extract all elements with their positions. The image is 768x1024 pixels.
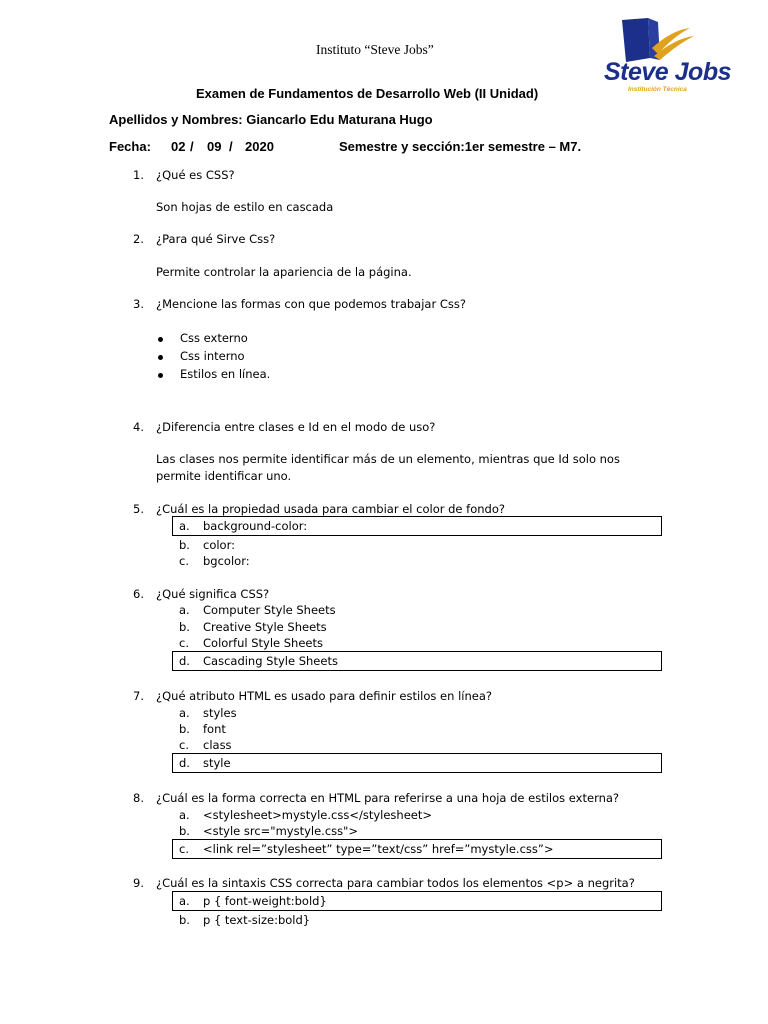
option-text: p { font-weight:bold} — [203, 894, 327, 908]
bullet-icon — [158, 373, 163, 378]
option-letter: b. — [179, 722, 190, 736]
option-text: font — [203, 722, 226, 736]
option-letter: c. — [179, 842, 189, 856]
question-number: 3. — [133, 297, 144, 311]
question-text: ¿Para qué Sirve Css? — [156, 232, 276, 246]
option-letter: a. — [179, 894, 190, 908]
option-text: styles — [203, 706, 237, 720]
question-text: ¿Qué atributo HTML es usado para definir estilos en línea? — [156, 689, 492, 703]
question-number: 2. — [133, 232, 144, 246]
list-item: Css interno — [180, 349, 245, 363]
option-text: Colorful Style Sheets — [203, 636, 323, 650]
option-text: background-color: — [203, 519, 308, 533]
question-number: 1. — [133, 168, 144, 182]
option-text: class — [203, 738, 232, 752]
question-text: ¿Cuál es la sintaxis CSS correcta para cambiar todos los elementos <p> a negrita? — [156, 876, 635, 890]
option-text: Creative Style Sheets — [203, 620, 327, 634]
question-text: ¿Qué significa CSS? — [156, 587, 270, 601]
question-text: ¿Qué es CSS? — [156, 168, 235, 182]
option-text: <style src="mystyle.css"> — [203, 824, 359, 838]
answer-text: Son hojas de estilo en cascada — [156, 200, 334, 214]
option-text: p { text-size:bold} — [203, 913, 311, 927]
option-letter: b. — [179, 913, 190, 927]
list-item: Css externo — [180, 331, 248, 345]
question-text: ¿Diferencia entre clases e Id en el modo de uso? — [156, 420, 436, 434]
option-letter: c. — [179, 636, 189, 650]
option-text: Computer Style Sheets — [203, 603, 336, 617]
option-letter: a. — [179, 706, 190, 720]
option-text: Cascading Style Sheets — [203, 654, 338, 668]
option-text: bgcolor: — [203, 554, 250, 568]
date-month: 09 — [207, 139, 222, 154]
question-text: ¿Mencione las formas con que podemos trabajar Css? — [156, 297, 466, 311]
question-number: 4. — [133, 420, 144, 434]
answer-line: Las clases nos permite identificar más de un elemento, mientras que Id solo nos — [156, 452, 620, 466]
option-text: style — [203, 756, 231, 770]
date-sep-1: / — [190, 139, 194, 154]
list-item: Estilos en línea. — [180, 367, 271, 381]
logo-title: Steve Jobs — [604, 58, 732, 86]
answer-text: Permite controlar la apariencia de la página. — [156, 265, 412, 279]
names-label: Apellidos y Nombres: — [109, 112, 243, 127]
date-year: 2020 — [245, 139, 274, 154]
date-day: 02 — [171, 139, 186, 154]
answer-line: permite identificar uno. — [156, 469, 292, 483]
option-text: <stylesheet>mystyle.css</stylesheet> — [203, 808, 432, 822]
question-number: 6. — [133, 587, 144, 601]
date-label: Fecha: — [109, 139, 151, 154]
option-letter: b. — [179, 620, 190, 634]
option-text: color: — [203, 538, 235, 552]
question-number: 7. — [133, 689, 144, 703]
logo-subtitle: Institución Técnica — [628, 86, 687, 93]
option-letter: b. — [179, 538, 190, 552]
names-line — [109, 112, 433, 127]
bullet-icon — [158, 337, 163, 342]
option-letter: a. — [179, 808, 190, 822]
option-letter: a. — [179, 603, 190, 617]
question-number: 8. — [133, 791, 144, 805]
selected-answer-box — [172, 753, 662, 773]
question-number: 9. — [133, 876, 144, 890]
question-text: ¿Cuál es la propiedad usada para cambiar el color de fondo? — [156, 502, 505, 516]
names-value: Giancarlo Edu Maturana Hugo — [246, 112, 433, 127]
institute-name: Instituto “Steve Jobs” — [316, 42, 434, 57]
date-sep-2: / — [229, 139, 233, 154]
option-letter: b. — [179, 824, 190, 838]
question-number: 5. — [133, 502, 144, 516]
option-letter: c. — [179, 738, 189, 752]
option-letter: c. — [179, 554, 189, 568]
option-letter: d. — [179, 654, 190, 668]
exam-title: Examen de Fundamentos de Desarrollo Web (II Unidad) — [196, 86, 539, 101]
option-letter: d. — [179, 756, 190, 770]
bullet-icon — [158, 355, 163, 360]
option-text: <link rel=”stylesheet” type=”text/css” href=”mystyle.css”> — [203, 842, 554, 856]
semester-section: Semestre y sección:1er semestre – M7. — [339, 139, 582, 154]
option-letter: a. — [179, 519, 190, 533]
question-text: ¿Cuál es la forma correcta en HTML para referirse a una hoja de estilos externa? — [156, 791, 620, 805]
